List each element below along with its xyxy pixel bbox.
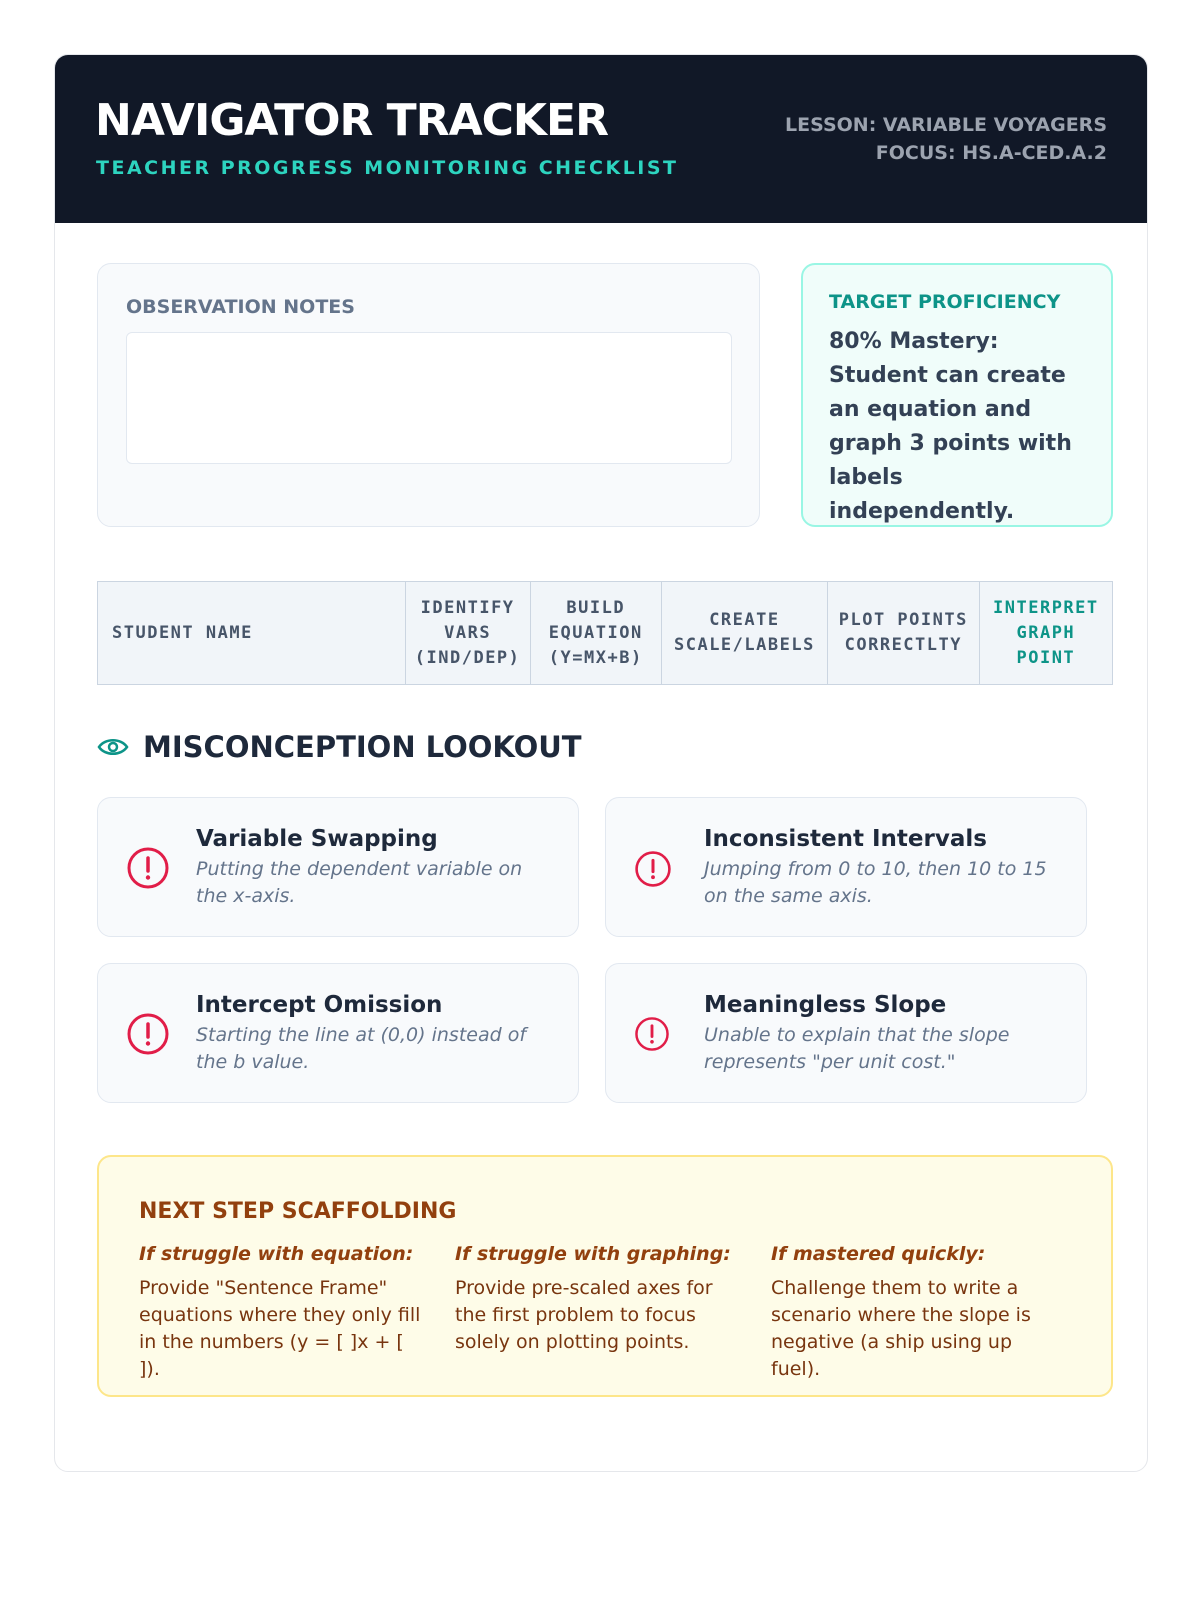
scaffold-body: Provide "Sentence Frame" equations where they only fill in the numbers (y = [ ]x + [ ]). — [139, 1277, 421, 1380]
misconception-description: Starting the line at (0,0) instead of the b value. — [196, 1024, 527, 1073]
misconception-card — [97, 963, 579, 1103]
misconception-title-text: Meaningless Slope — [704, 992, 947, 1018]
checklist-table — [97, 581, 1113, 685]
column-header-create-scale: CREATE SCALE/LABELS — [661, 582, 827, 685]
misconception-card — [605, 963, 1087, 1103]
misconception-description: Unable to explain that the slope represents "per unit cost." — [704, 1024, 1010, 1073]
misconception-title-text: Intercept Omission — [196, 992, 443, 1018]
alert-circle-icon — [126, 1012, 170, 1056]
observation-notes-panel — [97, 263, 760, 527]
scaffold-body: Provide pre-scaled axes for the first problem to focus solely on plotting points. — [455, 1277, 713, 1353]
lesson-label: LESSON: VARIABLE VOYAGERS — [785, 114, 1107, 136]
alert-circle-icon — [634, 1016, 670, 1052]
page-title: NAVIGATOR TRACKER — [95, 95, 608, 146]
misconception-card — [605, 797, 1087, 937]
target-proficiency-panel — [801, 263, 1113, 527]
misconception-title-text: Inconsistent Intervals — [704, 826, 987, 852]
scaffold-heading: If struggle with graphing: — [455, 1243, 731, 1265]
column-header-student-name: STUDENT NAME — [98, 582, 406, 685]
misconception-description: Jumping from 0 to 10, then 10 to 15 on the same axis. — [704, 858, 1047, 907]
misconception-title: MISCONCEPTION LOOKOUT — [143, 730, 582, 764]
scaffold-column — [139, 1243, 429, 1383]
scaffold-heading: If mastered quickly: — [771, 1243, 986, 1265]
scaffold-column — [455, 1243, 745, 1356]
next-step-scaffolding-panel — [97, 1155, 1113, 1397]
misconception-title-text: Variable Swapping — [196, 826, 438, 852]
scaffold-column — [771, 1243, 1061, 1383]
column-header-build-equation: BUILD EQUATION (Y=MX+B) — [530, 582, 661, 685]
next-step-label: NEXT STEP SCAFFOLDING — [139, 1199, 457, 1224]
scaffold-heading: If struggle with equation: — [139, 1243, 414, 1265]
column-header-interpret-graph: INTERPRET GRAPH POINT — [979, 582, 1112, 685]
observation-notes-field[interactable] — [126, 332, 732, 464]
focus-label: FOCUS: HS.A-CED.A.2 — [875, 142, 1107, 164]
misconception-heading — [97, 727, 582, 767]
scaffold-body: Challenge them to write a scenario where the slope is negative (a ship using up fuel). — [771, 1277, 1031, 1380]
target-proficiency-text: 80% Mastery: Student can create an equation and graph 3 points with labels independently. — [829, 329, 1072, 524]
column-header-plot-points: PLOT POINTS CORRECTLTY — [827, 582, 979, 685]
lesson-meta — [785, 111, 1107, 167]
misconception-description: Putting the dependent variable on the x-axis. — [196, 858, 523, 907]
alert-circle-icon — [634, 850, 672, 888]
misconception-card — [97, 797, 579, 937]
observation-notes-label: OBSERVATION NOTES — [126, 296, 355, 318]
target-proficiency-label: TARGET PROFICIENCY — [829, 291, 1061, 313]
table-header-row — [98, 582, 1113, 685]
page-subtitle: TEACHER PROGRESS MONITORING CHECKLIST — [96, 157, 679, 179]
header — [55, 55, 1147, 223]
tracker-card — [54, 54, 1148, 1472]
alert-circle-icon — [126, 846, 170, 890]
column-header-identify-vars: IDENTIFY VARS (IND/DEP) — [405, 582, 530, 685]
eye-icon — [97, 737, 129, 757]
